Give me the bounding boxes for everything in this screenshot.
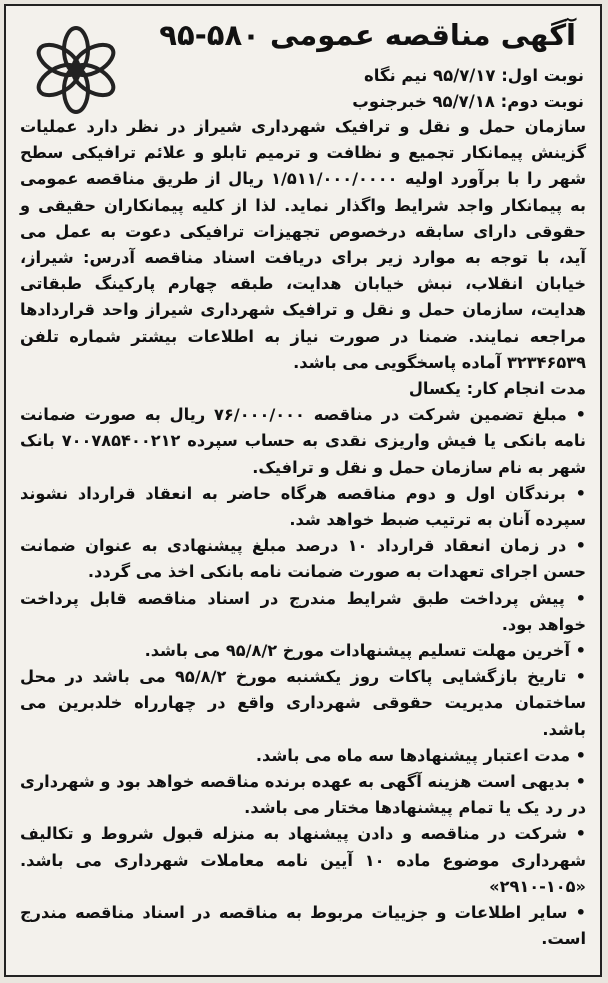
bullet-item: • برندگان اول و دوم مناقصه هرگاه حاضر به انعقاد قرارداد نشوند سپرده آنان به ترتیب ضبط خواهد شد. xyxy=(20,481,586,533)
first-publication: نوبت اول: ۹۵/۷/۱۷ نیم نگاه xyxy=(363,66,584,85)
intro-paragraph: سازمان حمل و نقل و ترافیک شهرداری شیراز در نظر دارد عملیات گزینش پیمانکار تجمیع و نظافت و ترمیم تابلو و علائم ترافیکی سطح شهر را با برآورد اولیه ۱/۵۱۱/۰۰۰/۰۰۰۰ ریال از طریق مناقصه عمومی به پیمانکار واجد شرایط واگذار نماید. لذا از کلیه پیمانکاران حقیقی و حقوقی دارای سابقه درخصوص تجهیزات ترافیکی دعوت به عمل می آید، با توجه به موارد زیر برای دریافت اسناد مناقصه آدرس: شیراز، خیابان انقلاب، نبش خیابان هدایت، طبقه چهارم پارکینگ طبقاتی هدایت، سازمان حمل و نقل و ترافیک شهرداری شیراز واحد قراردادها مراجعه نمایند. ضمنا در صورت نیاز به اطلاعات بیشتر شماره تلفن ۳۲۳۴۶۵۳۹ آماده پاسخگویی می باشد. xyxy=(20,117,586,372)
bullet-item: • بدیهی است هزینه آگهی به عهده برنده مناقصه خواهد بود و شهرداری در رد یک یا تمام پیشنهادها مختار می باشد. xyxy=(20,769,586,821)
bullet-item: • مبلغ تضمین شرکت در مناقصه ۷۶/۰۰۰/۰۰۰ ریال به صورت ضمانت نامه بانکی یا فیش واریزی نقدی به حساب سپرده ۷۰۰۷۸۵۴۰۰۲۱۲ بانک شهر به نام سازمان حمل و نقل و ترافیک. xyxy=(20,402,586,481)
bullet-item: • سایر اطلاعات و جزییات مربوط به مناقصه در اسناد مناقصه مندرج است. xyxy=(20,900,586,952)
bullet-item: • آخرین مهلت تسلیم پیشنهادات مورخ ۹۵/۸/۲ می باشد. xyxy=(20,638,586,664)
bullet-item: • مدت اعتبار پیشنهادها سه ماه می باشد. xyxy=(20,743,586,769)
bullet-item: • در زمان انعقاد قرارداد ۱۰ درصد مبلغ پیشنهادی به عنوان ضمانت حسن اجرای تعهدات به صورت ضمانت نامه بانکی اخذ می گردد. xyxy=(20,533,586,585)
bullet-item: • پیش پرداخت طبق شرایط مندرج در اسناد مناقصه قابل پرداخت خواهد بود. xyxy=(20,586,586,638)
tender-title: آگهی مناقصه عمومی ۵۸۰-۹۵ xyxy=(159,18,576,52)
advertisement-page xyxy=(4,4,602,977)
bullet-item: • شرکت در مناقصه و دادن پیشنهاد به منزله قبول شروط و تکالیف شهرداری موضوع ماده ۱۰ آیین نامه معاملات شهرداری می باشد. «۱۰۵-۲۹۱۰» xyxy=(20,821,586,900)
tender-body xyxy=(20,114,586,953)
bullet-item: • تاریخ بازگشایی پاکات روز یکشنبه مورخ ۹۵/۸/۲ می باشد در محل ساختمان مدیریت حقوقی شهرداری واقع در چهارراه خلدبرین می باشد. xyxy=(20,664,586,743)
work-duration: مدت انجام کار: یکسال xyxy=(408,379,586,399)
second-publication: نوبت دوم: ۹۵/۷/۱۸ خبرجنوب xyxy=(352,92,584,111)
